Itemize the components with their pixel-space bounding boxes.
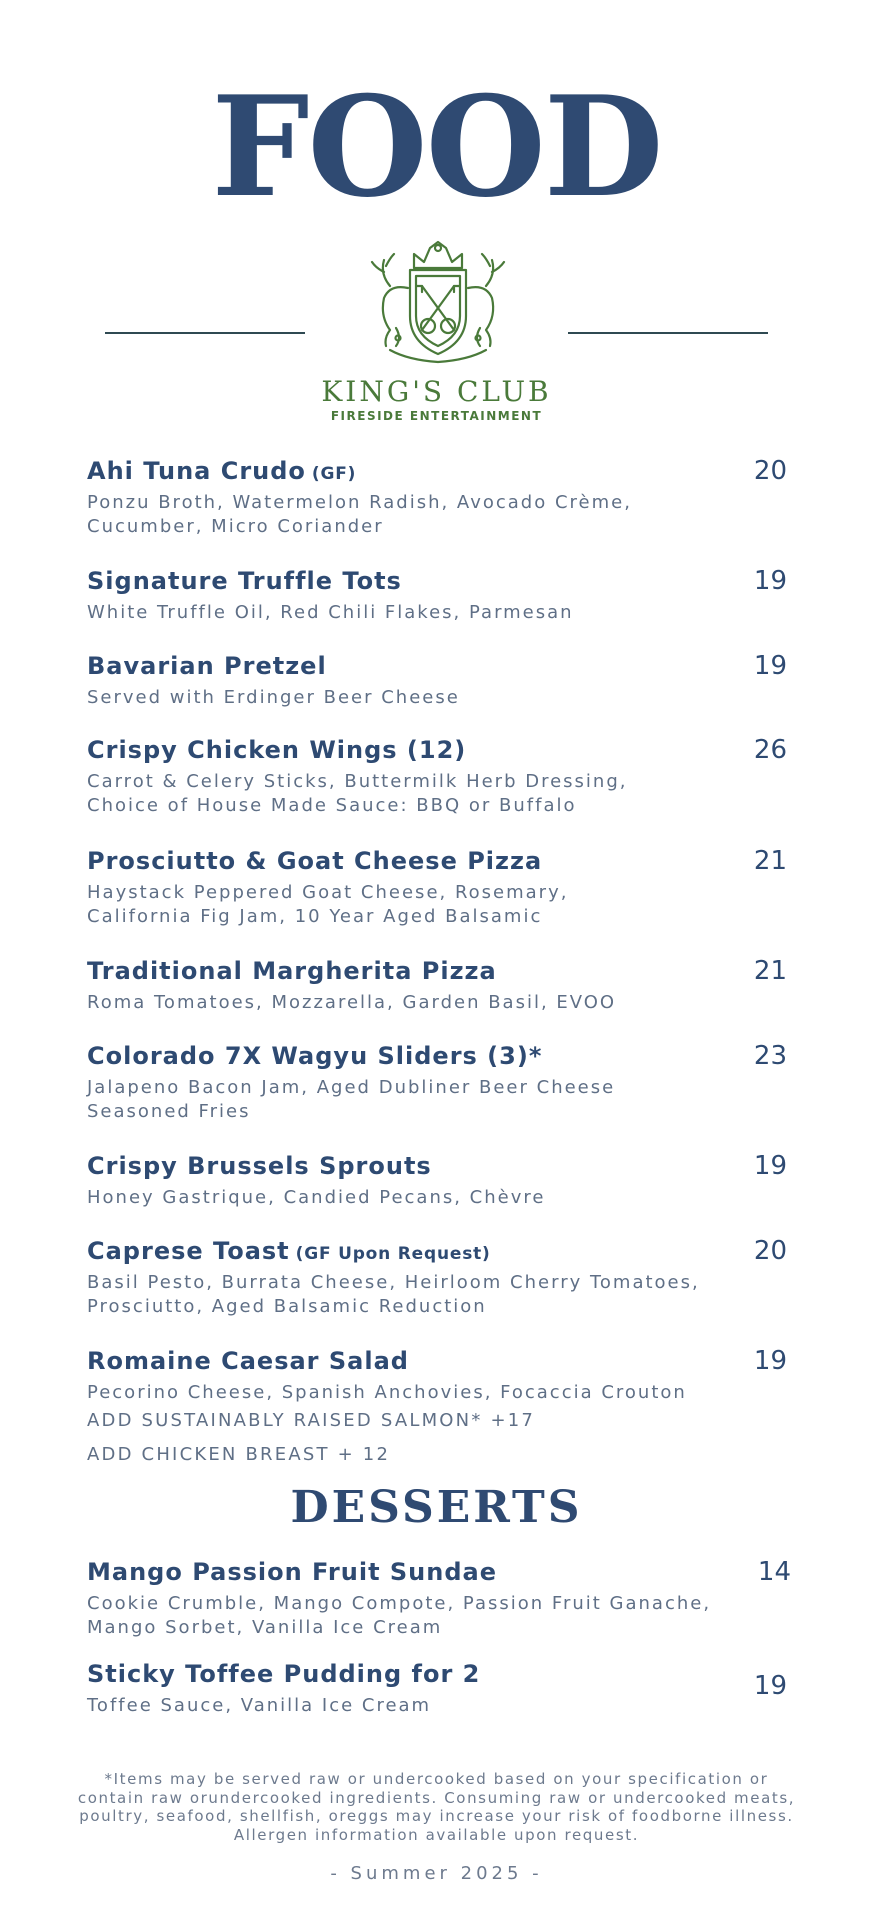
item-description: Ponzu Broth, Watermelon Radish, Avocado Crème, Cucumber, Micro Coriander bbox=[87, 492, 632, 537]
item-description: Honey Gastrique, Candied Pecans, Chèvre bbox=[87, 1187, 546, 1208]
page-title: FOOD bbox=[211, 65, 662, 228]
season-label: - Summer 2025 - bbox=[330, 1863, 543, 1884]
menu-item bbox=[87, 456, 787, 539]
item-description: Cookie Crumble, Mango Compote, Passion Fruit Ganache, Mango Sorbet, Vanilla Ice Cream bbox=[87, 1593, 712, 1638]
item-name: Crispy Chicken Wings (12) bbox=[87, 736, 467, 764]
item-price: 20 bbox=[753, 1236, 787, 1266]
addon-chicken: ADD CHICKEN BREAST + 12 bbox=[87, 1444, 391, 1465]
crest-icon bbox=[350, 238, 526, 374]
item-price: 21 bbox=[753, 956, 787, 986]
item-price: 19 bbox=[753, 1346, 787, 1376]
item-tag: (GF Upon Request) bbox=[295, 1244, 491, 1264]
item-name: Colorado 7X Wagyu Sliders (3)* bbox=[87, 1042, 543, 1070]
item-name: Mango Passion Fruit Sundae bbox=[87, 1558, 497, 1586]
menu-item bbox=[87, 651, 787, 710]
item-price: 26 bbox=[753, 735, 787, 765]
item-price: 19 bbox=[753, 1671, 787, 1701]
item-price: 23 bbox=[753, 1041, 787, 1071]
item-description: Jalapeno Bacon Jam, Aged Dubliner Beer Cheese Seasoned Fries bbox=[87, 1077, 616, 1122]
dessert-item bbox=[87, 1659, 787, 1718]
menu-item bbox=[87, 846, 787, 929]
divider-right bbox=[568, 332, 768, 334]
logo-name: KING'S CLUB bbox=[321, 375, 552, 408]
item-price: 20 bbox=[753, 456, 787, 486]
item-description: Roma Tomatoes, Mozzarella, Garden Basil, EVOO bbox=[87, 992, 617, 1013]
menu-item bbox=[87, 1346, 787, 1405]
menu-item bbox=[87, 735, 787, 818]
item-description: Pecorino Cheese, Spanish Anchovies, Focaccia Crouton bbox=[87, 1382, 687, 1403]
item-price: 19 bbox=[753, 651, 787, 681]
item-description: Toffee Sauce, Vanilla Ice Cream bbox=[87, 1695, 432, 1716]
addon-salmon: ADD SUSTAINABLY RAISED SALMON* +17 bbox=[87, 1410, 536, 1431]
item-price: 19 bbox=[753, 566, 787, 596]
item-name: Bavarian Pretzel bbox=[87, 652, 327, 680]
item-name: Caprese Toast (GF Upon Request) bbox=[87, 1237, 491, 1265]
item-name: Romaine Caesar Salad bbox=[87, 1347, 409, 1375]
item-name: Ahi Tuna Crudo (GF) bbox=[87, 457, 357, 485]
section-title-desserts: DESSERTS bbox=[290, 1482, 583, 1533]
dessert-item bbox=[87, 1557, 791, 1640]
item-description: Basil Pesto, Burrata Cheese, Heirloom Cherry Tomatoes, Prosciutto, Aged Balsamic Reduction bbox=[87, 1272, 700, 1317]
item-tag: (GF) bbox=[311, 464, 357, 484]
item-name: Signature Truffle Tots bbox=[87, 567, 402, 595]
item-description: Served with Erdinger Beer Cheese bbox=[87, 687, 460, 708]
divider-left bbox=[105, 332, 305, 334]
logo-subtitle: FIRESIDE ENTERTAINMENT bbox=[330, 409, 543, 423]
menu-item bbox=[87, 1236, 787, 1319]
item-name: Crispy Brussels Sprouts bbox=[87, 1152, 432, 1180]
item-name: Prosciutto & Goat Cheese Pizza bbox=[87, 847, 543, 875]
item-name: Sticky Toffee Pudding for 2 bbox=[87, 1660, 481, 1688]
menu-item bbox=[87, 1041, 787, 1124]
item-description: Carrot & Celery Sticks, Buttermilk Herb Dressing, Choice of House Made Sauce: BBQ or Buffalo bbox=[87, 771, 628, 816]
item-price: 14 bbox=[757, 1557, 791, 1587]
disclaimer: *Items may be served raw or undercooked based on your specification or contain raw orundercooked ingredients. Consuming raw or undercooked meats, poultry, seafood, shellfish, oreggs may increase your risk of foodborne illness. Allergen information available upon request. bbox=[77, 1770, 796, 1844]
item-description: Haystack Peppered Goat Cheese, Rosemary, California Fig Jam, 10 Year Aged Balsamic bbox=[87, 882, 569, 927]
item-description: White Truffle Oil, Red Chili Flakes, Parmesan bbox=[87, 602, 574, 623]
item-price: 21 bbox=[753, 846, 787, 876]
menu-item bbox=[87, 956, 787, 1015]
menu-item bbox=[87, 1151, 787, 1210]
item-name: Traditional Margherita Pizza bbox=[87, 957, 497, 985]
item-price: 19 bbox=[753, 1151, 787, 1181]
menu-item bbox=[87, 566, 787, 625]
